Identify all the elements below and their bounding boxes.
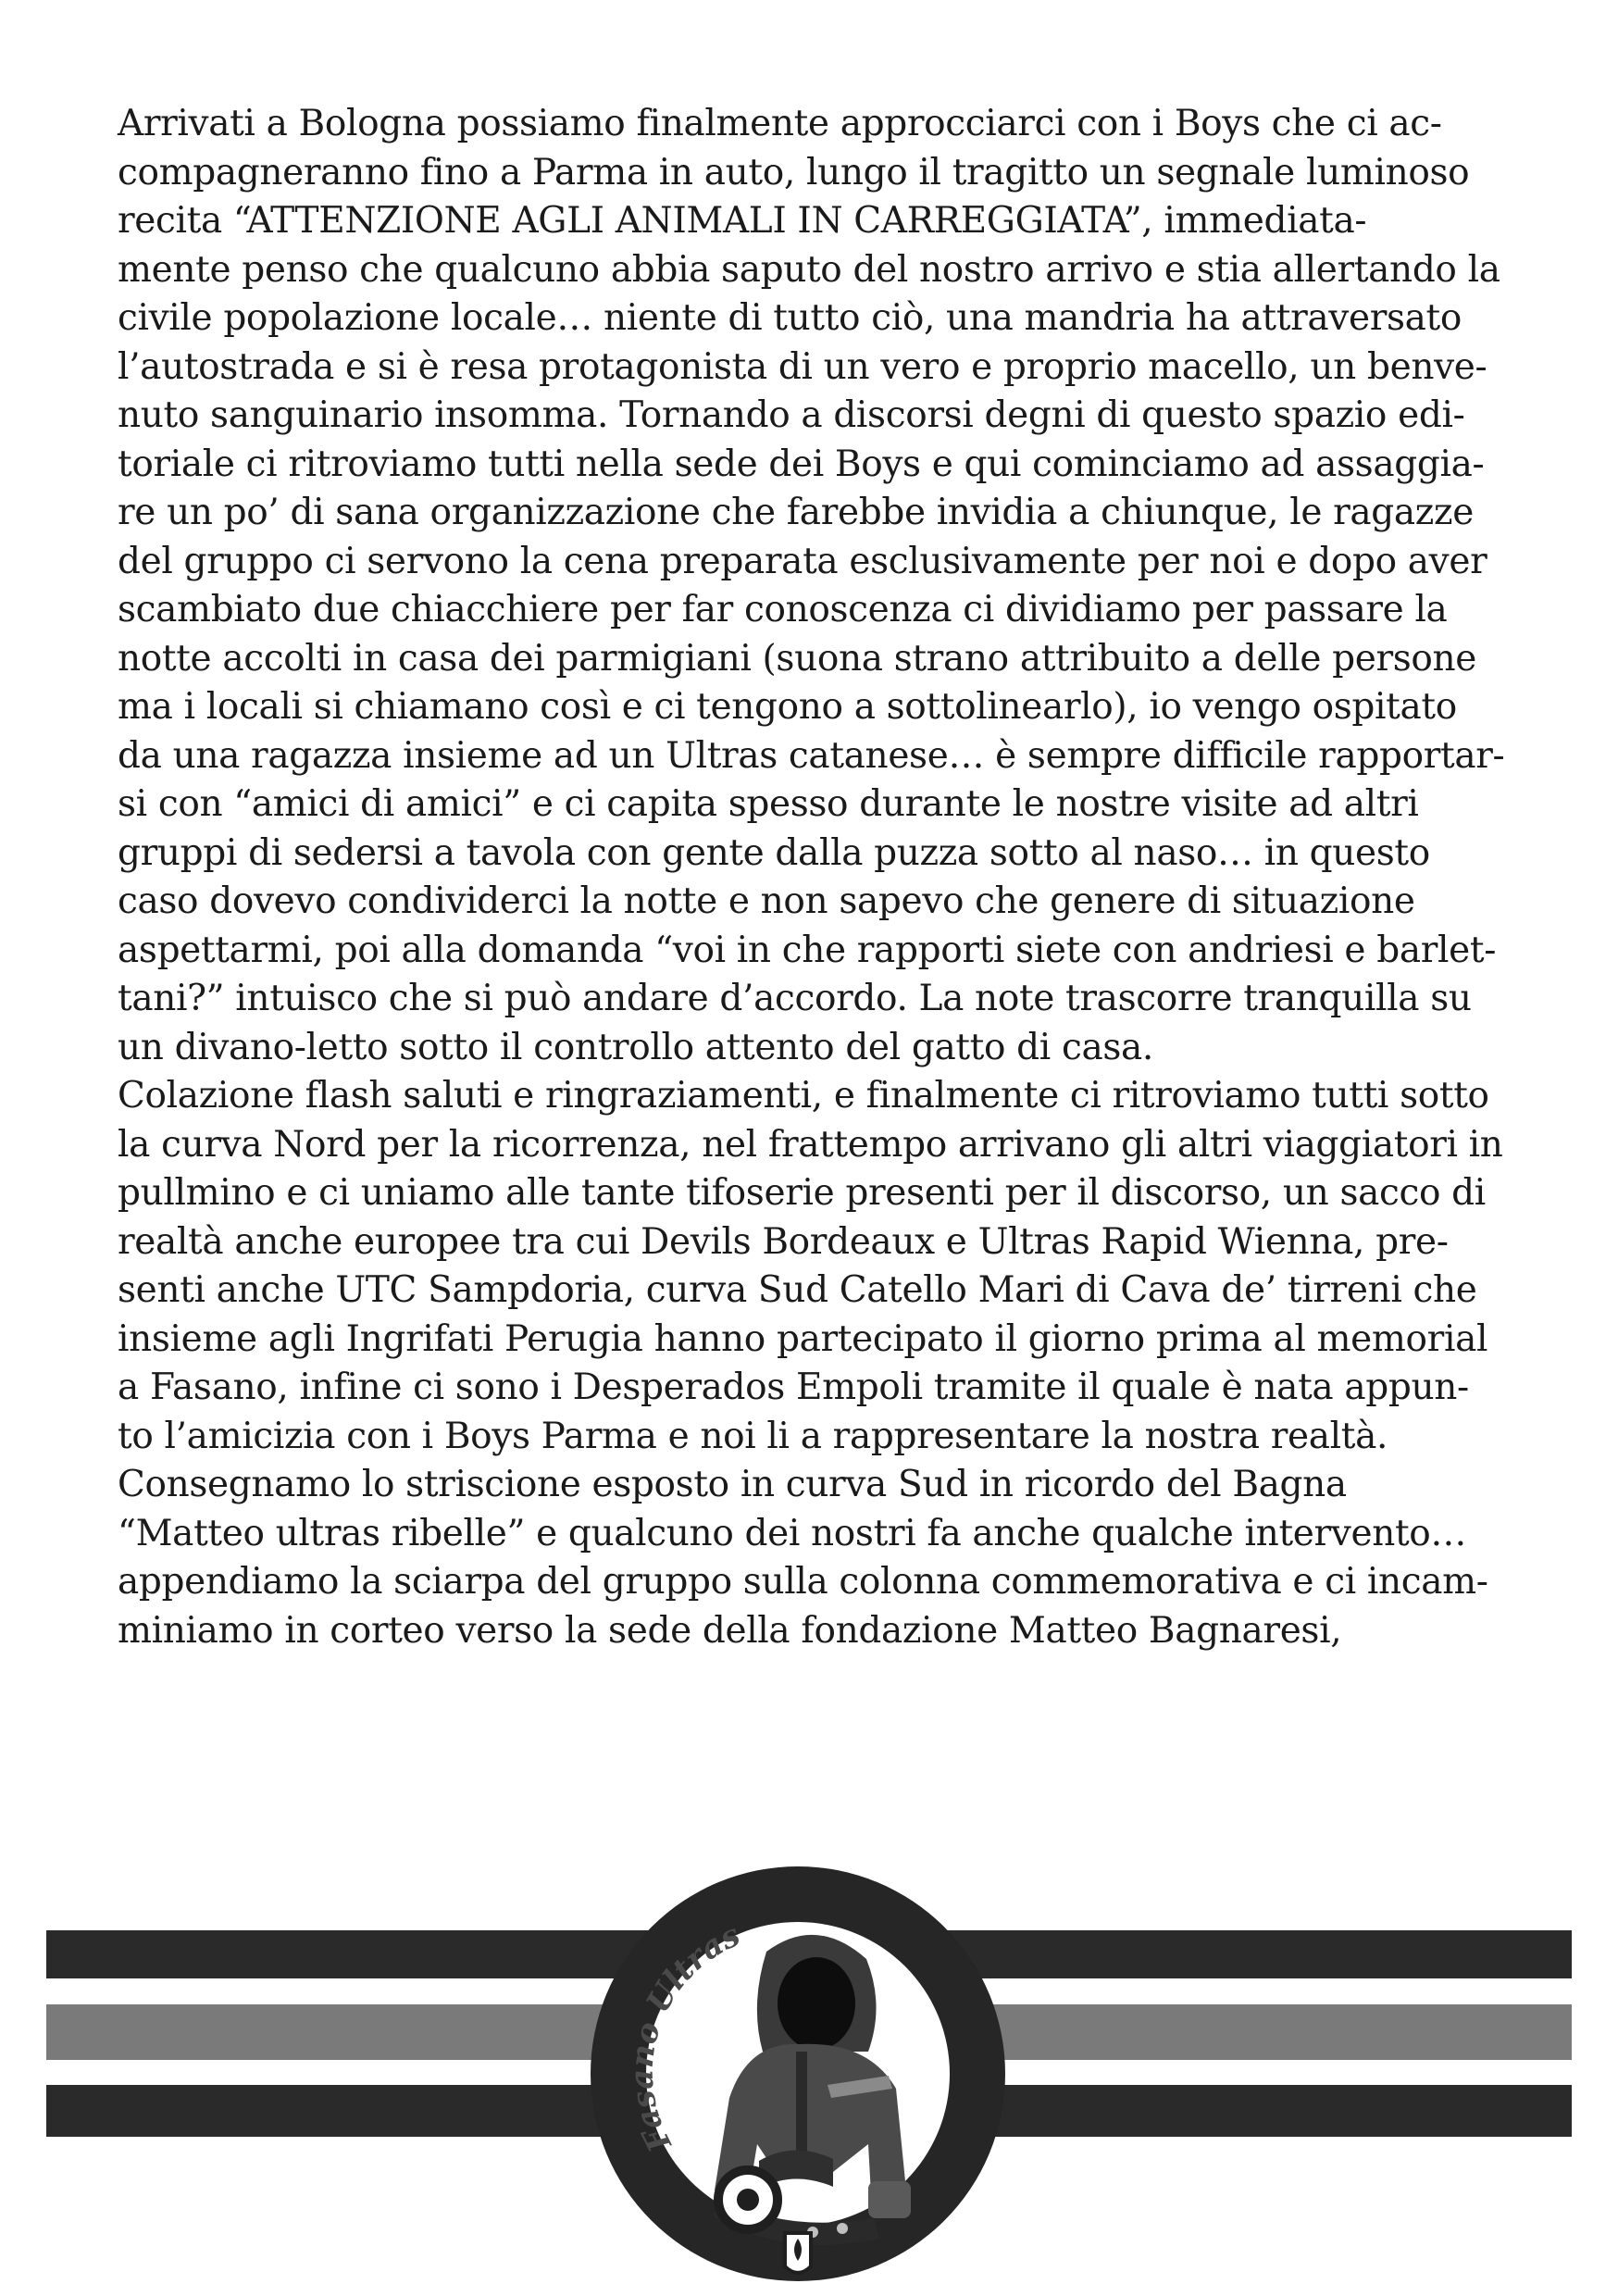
text-line: da una ragazza insieme ad un Ultras catanese… è sempre difficile rapportar- <box>118 734 1505 777</box>
article-body <box>118 100 1506 1655</box>
text-line: recita “ATTENZIONE AGLI ANIMALI IN CARREGGIATA”, immediata- <box>118 200 1367 242</box>
text-line: to l’amicizia con i Boys Parma e noi li a rappresentare la nostra realtà. <box>118 1415 1388 1457</box>
text-line: mente penso che qualcuno abbia saputo del nostro arrivo e stia allertando la <box>118 248 1500 291</box>
text-line: un divano-letto sotto il controllo attento del gatto di casa. <box>118 1026 1153 1068</box>
text-line: si con “amici di amici” e ci capita spesso durante le nostre visite ad altri <box>118 783 1419 825</box>
text-line: nuto sanguinario insomma. Tornando a discorsi degni di questo spazio edi- <box>118 394 1465 436</box>
text-line: “Matteo ultras ribelle” e qualcuno dei nostri fa anche qualche intervento… <box>118 1512 1467 1554</box>
fasano-ultras-logo <box>591 1866 1005 2281</box>
text-line: aspettarmi, poi alla domanda “voi in che rapporti siete con andriesi e barlet- <box>118 929 1497 971</box>
text-line: del gruppo ci servono la cena preparata esclusivamente per noi e dopo aver <box>118 540 1487 582</box>
fleur-de-lis-icon <box>785 2233 811 2273</box>
text-line: a Fasano, infine ci sono i Desperados Empoli tramite il quale è nata appun- <box>118 1366 1469 1408</box>
text-line: l’autostrada e si è resa protagonista di un vero e proprio macello, un benve- <box>118 345 1487 388</box>
text-line: toriale ci ritroviamo tutti nella sede dei Boys e qui cominciamo ad assaggia- <box>118 443 1485 485</box>
text-line: senti anche UTC Sampdoria, curva Sud Catello Mari di Cava de’ tirreni che <box>118 1269 1477 1311</box>
text-line: notte accolti in casa dei parmigiani (suona strano attribuito a delle persone <box>118 637 1477 680</box>
text-line: scambiato due chiacchiere per far conoscenza ci dividiamo per passare la <box>118 589 1448 630</box>
text-line: la curva Nord per la ricorrenza, nel frattempo arrivano gli altri viaggiatori in <box>118 1123 1503 1166</box>
text-line: tani?” intuisco che si può andare d’accordo. La note trascorre tranquilla su <box>118 978 1472 1019</box>
text-line: Colazione flash saluti e ringraziamenti, e finalmente ci ritroviamo tutti sotto <box>118 1075 1489 1117</box>
text-line: caso dovevo condividerci la notte e non sapevo che genere di situazione <box>118 880 1415 922</box>
text-line: miniamo in corteo verso la sede della fondazione Matteo Bagnaresi, <box>118 1609 1342 1652</box>
text-line: insieme agli Ingrifati Perugia hanno partecipato il giorno prima al memorial <box>118 1317 1488 1360</box>
text-line: civile popolazione locale… niente di tutto ciò, una mandria ha attraversato <box>118 297 1462 339</box>
text-line: ma i locali si chiamano così e ci tengono a sottolinearlo), io vengo ospitato <box>118 686 1457 728</box>
logo-script-text: Fasano Ultras <box>623 1916 746 2158</box>
text-line: Arrivati a Bologna possiamo finalmente approcciarci con i Boys che ci ac- <box>118 103 1442 144</box>
text-line: re un po’ di sana organizzazione che farebbe invidia a chiunque, le ragazze <box>118 492 1474 533</box>
text-line: appendiamo la sciarpa del gruppo sulla colonna commemorativa e ci incam- <box>118 1561 1488 1603</box>
text-line: pullmino e ci uniamo alle tante tifoserie presenti per il discorso, un sacco di <box>118 1172 1486 1214</box>
text-line: Consegnamo lo striscione esposto in curva Sud in ricordo del Bagna <box>118 1464 1347 1505</box>
text-line: compagneranno fino a Parma in auto, lungo il tragitto un segnale luminoso <box>118 151 1470 193</box>
text-line: gruppi di sedersi a tavola con gente dalla puzza sotto al naso… in questo <box>118 831 1430 874</box>
text-line: realtà anche europee tra cui Devils Bordeaux e Ultras Rapid Wienna, pre- <box>118 1220 1449 1263</box>
